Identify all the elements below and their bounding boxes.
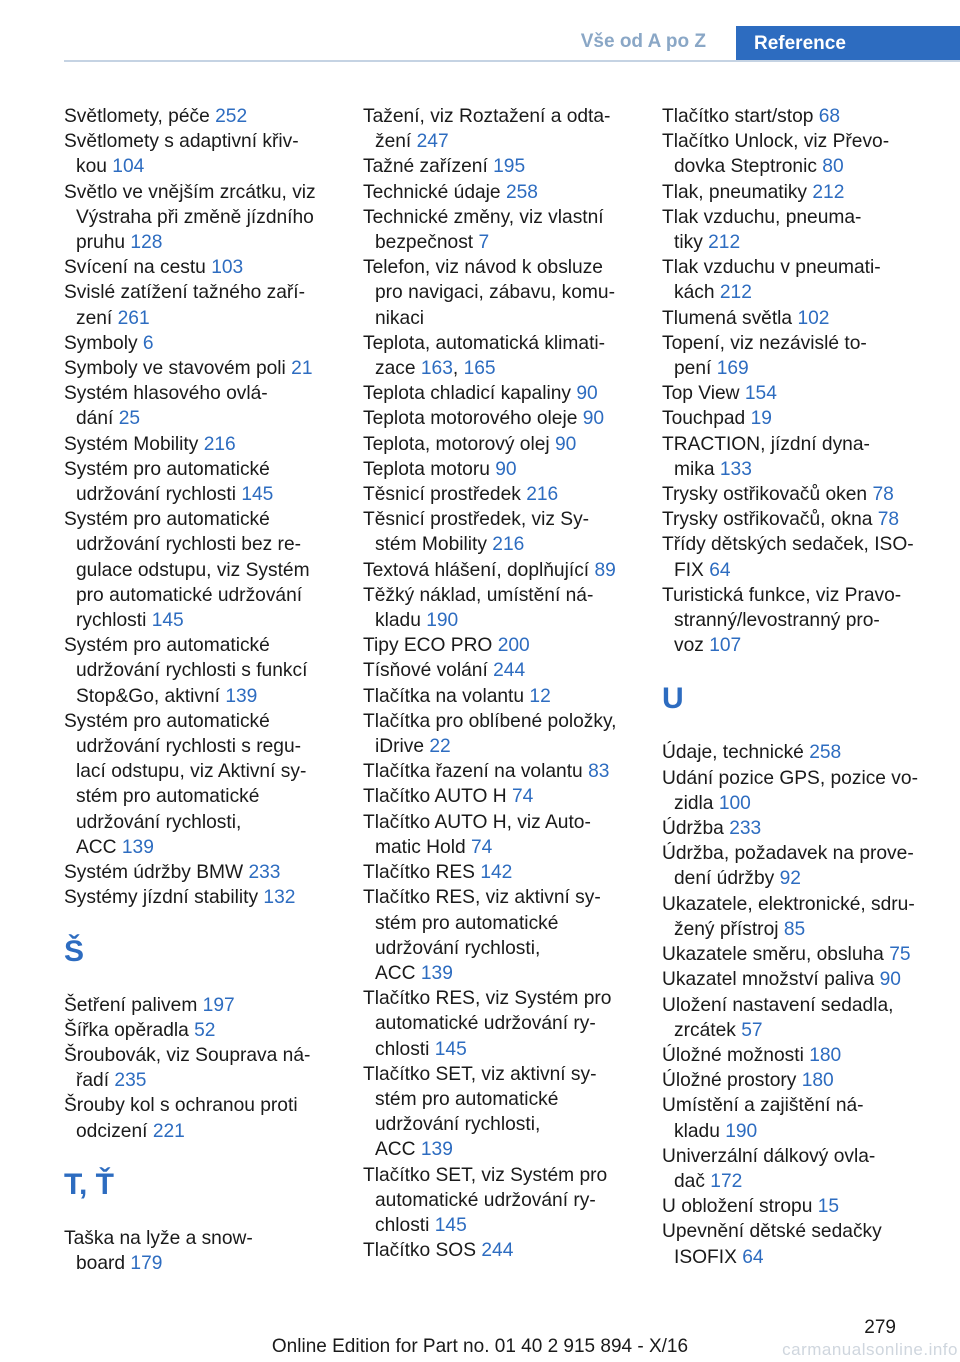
index-entry [64, 432, 332, 457]
index-entry [662, 129, 930, 179]
page-link[interactable]: 172 [710, 1170, 743, 1192]
entry-text: Systém pro automatické [64, 710, 270, 732]
entry-text: Tlačítko RES, viz aktivní sy- [363, 887, 601, 909]
entry-text: matic Hold [375, 836, 466, 858]
page-link[interactable]: 83 [588, 761, 610, 783]
entry-text: Systém Mobility [64, 433, 199, 455]
index-entry [363, 810, 631, 860]
entry-text: mika [674, 458, 715, 480]
index-entry [64, 180, 332, 256]
entry-text: dení údržby [674, 868, 775, 890]
entry-text: kou [76, 156, 107, 178]
section-letter: T, Ť [64, 1167, 114, 1201]
entry-text: udržování rychlosti, [375, 1114, 541, 1136]
index-entry [64, 1018, 332, 1043]
index-entry [662, 1194, 930, 1219]
page-link[interactable]: 12 [529, 685, 551, 707]
entry-text: kách [674, 282, 715, 304]
entry-text: Tlačítko SET, viz aktivní sy- [363, 1063, 597, 1085]
entry-text: chlosti [375, 1214, 430, 1236]
entry-text: gulace odstupu, viz Systém [76, 559, 310, 581]
entry-text: Teplota, automatická klimati- [363, 332, 606, 354]
index-entry [662, 1219, 930, 1269]
index-column-1 [64, 104, 332, 1276]
entry-text: Výstraha při změně jízdního [76, 206, 314, 228]
index-entry [64, 129, 332, 179]
entry-text: Světlomety s adaptivní křiv- [64, 131, 299, 153]
page-link[interactable]: 103 [211, 257, 244, 279]
page-link[interactable]: 74 [470, 836, 493, 858]
index-entry [363, 885, 631, 986]
entry-text: kladu [375, 610, 421, 632]
page-link[interactable]: 139 [121, 836, 154, 858]
page-link[interactable]: 221 [152, 1120, 185, 1142]
index-entry [363, 860, 631, 885]
page-link[interactable]: 21 [291, 358, 313, 380]
index-entry [64, 860, 332, 885]
page-link[interactable]: 212 [708, 232, 741, 254]
index-entry [64, 1226, 332, 1276]
entry-text: Taška na lyže a snow- [64, 1227, 253, 1249]
entry-text: Teplota chladicí kapaliny [363, 383, 571, 405]
entry-text: stém pro automatické [76, 786, 260, 808]
index-column-2 [363, 104, 631, 1263]
section-letter: Š [64, 934, 85, 968]
entry-text: lací odstupu, viz Aktivní sy- [76, 761, 307, 783]
index-entry [363, 205, 631, 255]
entry-text: Univerzální dálkový ovla- [662, 1145, 876, 1167]
page-link[interactable]: 19 [750, 408, 772, 430]
page-link[interactable]: 235 [114, 1070, 147, 1092]
page-link[interactable]: 154 [744, 383, 777, 405]
entry-text: Tlačítka řazení na volantu [363, 761, 583, 783]
page-link[interactable]: 15 [817, 1196, 840, 1218]
entry-text: řadí [76, 1070, 110, 1092]
page-link[interactable]: 78 [872, 484, 894, 506]
entry-text: Světlo ve vnějším zrcátku, viz [64, 181, 316, 203]
page-link[interactable]: 179 [130, 1252, 163, 1274]
page-link[interactable]: 139 [420, 962, 453, 984]
page-link[interactable]: 216 [203, 433, 236, 455]
entry-text: kladu [674, 1120, 720, 1142]
entry-text: Trysky ostřikovačů oken [662, 484, 868, 506]
entry-text: Tlačítko SOS [363, 1240, 477, 1262]
entry-text: pro automatické udržování [76, 584, 303, 606]
entry-text: Teplota motorového oleje [363, 408, 578, 430]
page-link[interactable]: 145 [434, 1214, 467, 1236]
page-number: 279 [864, 1317, 896, 1338]
entry-text: udržování rychlosti, [76, 811, 242, 833]
page-link[interactable]: 89 [594, 559, 616, 581]
entry-text: stém pro automatické [375, 1088, 559, 1110]
entry-text: žení [375, 131, 412, 153]
entry-text: Tlak vzduchu, pneuma- [662, 206, 862, 228]
page-link[interactable]: 64 [709, 559, 731, 581]
index-entry [64, 507, 332, 633]
entry-text: dání [76, 408, 114, 430]
entry-text: Tlak, pneumatiky [662, 181, 808, 203]
entry-text: Teplota motoru [363, 458, 490, 480]
index-entry [662, 1068, 930, 1093]
index-entry [662, 306, 930, 331]
entry-text: voz [674, 635, 704, 657]
entry-text: Systémy jízdní stability [64, 887, 259, 909]
entry-text: Úložné možnosti [662, 1044, 804, 1066]
page-link[interactable]: 90 [554, 433, 577, 455]
entry-text: pruhu [76, 232, 126, 254]
page-link[interactable]: 78 [877, 509, 900, 531]
entry-text: FIX [674, 559, 704, 581]
entry-text: odcizení [76, 1120, 148, 1142]
page-link[interactable]: 68 [818, 106, 841, 127]
entry-text: Těžký náklad, umístění ná- [363, 584, 594, 606]
index-entry [64, 381, 332, 431]
index-entry [363, 255, 631, 331]
entry-text: TRACTION, jízdní dyna- [662, 433, 870, 455]
entry-text: Systém hlasového ovlá- [64, 383, 268, 405]
index-entry [363, 1163, 631, 1239]
entry-text: Těsnicí prostředek [363, 484, 521, 506]
index-entry [662, 104, 930, 129]
index-entry [662, 942, 930, 967]
header-rule [64, 60, 960, 62]
entry-text: zidla [674, 792, 714, 814]
index-entry [64, 356, 332, 381]
entry-text: Topení, viz nezávislé to- [662, 332, 867, 354]
index-entry [662, 740, 930, 765]
page-link[interactable]: 74 [511, 786, 534, 808]
index-entry [662, 892, 930, 942]
entry-text: Technické údaje [363, 181, 501, 203]
index-column-3 [662, 104, 930, 1270]
index-entry [662, 1093, 930, 1143]
page-link[interactable]: 233 [729, 818, 762, 840]
page-link[interactable]: 75 [889, 944, 911, 966]
entry-text: Tlačítko RES [363, 862, 475, 884]
entry-text: board [76, 1252, 126, 1274]
entry-text: Tlumená světla [662, 307, 793, 329]
index-entry [662, 255, 930, 305]
index-entry [64, 255, 332, 280]
entry-text: tiky [674, 232, 703, 254]
page-link[interactable]: 85 [783, 918, 806, 940]
index-entry [363, 1062, 631, 1163]
page-link[interactable]: 244 [481, 1240, 514, 1262]
page-link[interactable]: 142 [480, 862, 513, 884]
entry-text: Svícení na cestu [64, 257, 206, 279]
entry-text: udržování rychlosti, [375, 937, 541, 959]
page-link[interactable]: 90 [582, 408, 605, 430]
index-entry [363, 406, 631, 431]
entry-text: Teplota, motorový olej [363, 433, 550, 455]
entry-text: Symboly ve stavovém poli [64, 358, 286, 380]
page-link[interactable]: 139 [420, 1139, 453, 1161]
entry-text: udržování rychlosti s regu- [76, 736, 302, 758]
page-link[interactable]: 64 [742, 1246, 764, 1268]
page-link[interactable]: 52 [194, 1019, 216, 1041]
entry-text: Šířka opěradla [64, 1019, 189, 1041]
index-entry [363, 381, 631, 406]
page-link[interactable]: 190 [426, 610, 459, 632]
page-link[interactable]: 57 [741, 1019, 763, 1041]
index-entry [363, 759, 631, 784]
index-entry [64, 709, 332, 860]
page-link[interactable]: 180 [801, 1070, 834, 1092]
index-entry [64, 993, 332, 1018]
entry-text: Systém pro automatické [64, 635, 270, 657]
entry-text: bezpečnost [375, 232, 474, 254]
entry-text: Tlačítka na volantu [363, 685, 525, 707]
entry-text: Ukazatele, elektronické, sdru- [662, 893, 915, 915]
index-entry [64, 633, 332, 709]
entry-text: automatické udržování ry- [375, 1013, 596, 1035]
entry-text: Systém pro automatické [64, 509, 270, 531]
index-entry [363, 154, 631, 179]
page-link[interactable]: 80 [822, 156, 844, 178]
page-link[interactable]: 90 [576, 383, 598, 405]
entry-text: Stop&Go, aktivní [76, 685, 220, 707]
page-link[interactable]: 197 [202, 994, 235, 1016]
entry-text: Trysky ostřikovačů, okna [662, 509, 873, 531]
page-link[interactable]: 102 [797, 307, 830, 329]
page-link[interactable]: 145 [151, 610, 184, 632]
index-entry [64, 457, 332, 507]
index-entry [662, 381, 930, 406]
entry-text: dovka Steptronic [674, 156, 817, 178]
entry-text: Těsnicí prostředek, viz Sy- [363, 509, 590, 531]
page-link[interactable]: 244 [493, 660, 526, 682]
entry-text: Udání pozice GPS, pozice vo- [662, 767, 918, 789]
index-entry [662, 432, 930, 482]
index-entry [363, 457, 631, 482]
index-entry [64, 1093, 332, 1143]
page-link[interactable]: 212 [719, 282, 752, 304]
index-entry [363, 784, 631, 809]
entry-text: chlosti [375, 1038, 430, 1060]
entry-text: Tažné zařízení [363, 156, 488, 178]
tab-reference[interactable]: Reference [736, 26, 960, 62]
page-link[interactable]: 163 [420, 358, 453, 380]
entry-text: Telefon, viz návod k obsluze [363, 257, 603, 279]
page-link[interactable]: 261 [117, 307, 150, 329]
entry-text: Třídy dětských sedaček, ISO- [662, 534, 914, 556]
index-entry [662, 331, 930, 381]
entry-text: Údržba [662, 818, 724, 840]
entry-text: Systém pro automatické [64, 458, 270, 480]
page-link[interactable]: 258 [505, 181, 538, 203]
index-entry [662, 180, 930, 205]
page-link[interactable]: 233 [248, 862, 281, 884]
index-entry [363, 507, 631, 557]
entry-text: Tlačítko RES, viz Systém pro [363, 988, 612, 1010]
entry-text: pro navigaci, zábavu, komu- [375, 282, 615, 304]
page-link[interactable]: 104 [112, 156, 145, 178]
index-entry [64, 280, 332, 330]
entry-text: Tipy ECO PRO [363, 635, 493, 657]
entry-text: Šroubovák, viz Souprava ná- [64, 1044, 311, 1066]
index-entry [363, 583, 631, 633]
entry-text: Šetření palivem [64, 994, 198, 1016]
index-entry [662, 816, 930, 841]
page-link[interactable]: 145 [434, 1038, 467, 1060]
index-entry [662, 532, 930, 582]
entry-text: udržování rychlosti [76, 484, 236, 506]
edition-footer: Online Edition for Part no. 01 40 2 915 894 - X/16 [271, 1336, 689, 1357]
entry-text: Technické změny, viz vlastní [363, 206, 604, 228]
entry-text: Tísňové volání [363, 660, 488, 682]
index-entry [363, 709, 631, 759]
entry-text: Tlačítko Unlock, viz Převo- [662, 131, 890, 153]
entry-text: dač [674, 1170, 705, 1192]
entry-text: Údaje, technické [662, 742, 804, 764]
index-entry [363, 104, 631, 154]
entry-text: Uložení nastavení sedadla, [662, 994, 894, 1016]
entry-text: U obložení stropu [662, 1196, 813, 1218]
index-entry [662, 406, 930, 431]
index-entry [363, 633, 631, 658]
entry-text: Tlačítko AUTO H [363, 786, 507, 808]
index-entry [64, 331, 332, 356]
index-entry [662, 507, 930, 532]
index-entry [662, 766, 930, 816]
entry-text: Tlačítko start/stop [662, 106, 814, 127]
page-link[interactable]: 216 [526, 484, 559, 506]
index-entry [662, 205, 930, 255]
index-entry [363, 180, 631, 205]
index-entry [662, 1144, 930, 1194]
entry-text: zrcátek [674, 1019, 736, 1041]
entry-text: Umístění a zajištění ná- [662, 1095, 864, 1117]
watermark: carmanualsonline.info [782, 1340, 958, 1359]
entry-text: zace [375, 358, 416, 380]
entry-text: pení [674, 358, 712, 380]
entry-text: stém Mobility [375, 534, 487, 556]
entry-text: žený přístroj [674, 918, 779, 940]
entry-text: Top View [662, 383, 740, 405]
index-entry [64, 104, 332, 129]
page-header [0, 0, 960, 62]
entry-text: Tlačítko AUTO H, viz Auto- [363, 811, 591, 833]
page-link[interactable]: 139 [225, 685, 258, 707]
page-link[interactable]: 128 [130, 232, 163, 254]
entry-text: stém pro automatické [375, 912, 559, 934]
index-entry [662, 583, 930, 659]
entry-text: Úložné prostory [662, 1070, 797, 1092]
entry-text: ACC [76, 836, 117, 858]
page-link[interactable]: 90 [495, 458, 517, 480]
section-letter: U [662, 682, 684, 716]
page-link[interactable]: 132 [263, 887, 296, 909]
entry-text: automatické udržování ry- [375, 1189, 596, 1211]
entry-text: Tlačítka pro oblíbené položky, [363, 710, 617, 732]
index-entry: Teplota, automatická klimati- zace 163, 165 [363, 332, 606, 380]
entry-text: Systém údržby BMW [64, 862, 244, 884]
page-link[interactable]: 90 [879, 969, 901, 991]
page-link[interactable]: 92 [779, 868, 801, 890]
entry-text: Šrouby kol s ochranou proti [64, 1095, 298, 1117]
entry-text: Údržba, požadavek na prove- [662, 843, 914, 865]
page-link[interactable]: 212 [812, 181, 845, 203]
entry-text: ACC [375, 962, 416, 984]
entry-text: Světlomety, péče [64, 106, 210, 127]
index-entry [363, 658, 631, 683]
page-link[interactable]: 165 [463, 358, 496, 380]
index-entry [662, 841, 930, 891]
index-entry [662, 967, 930, 992]
entry-text: Tlačítko SET, viz Systém pro [363, 1164, 608, 1186]
index-entry [363, 558, 631, 583]
page-link[interactable]: 22 [429, 736, 451, 758]
entry-text: Upevnění dětské sedačky [662, 1221, 882, 1243]
entry-text: Ukazatele směru, obsluha [662, 944, 884, 966]
index-entry [363, 1238, 631, 1263]
index-entry [363, 986, 631, 1062]
entry-text: stranný/levostranný pro- [674, 610, 880, 632]
entry-text: Turistická funkce, viz Pravo- [662, 584, 902, 606]
entry-text: Tlak vzduchu v pneumati- [662, 257, 881, 279]
entry-text: rychlosti [76, 610, 147, 632]
page-link[interactable]: 190 [725, 1120, 758, 1142]
entry-text: Symboly [64, 332, 138, 354]
index-entry [64, 1043, 332, 1093]
entry-text: udržování rychlosti s funkcí [76, 660, 308, 682]
page-link[interactable]: 169 [716, 358, 749, 380]
page-link[interactable]: 25 [118, 408, 141, 430]
page-link[interactable]: 100 [718, 792, 751, 814]
index-entry [363, 684, 631, 709]
entry-text: Ukazatel množství paliva [662, 969, 875, 991]
page-link[interactable]: 252 [215, 106, 248, 127]
page-link[interactable]: 258 [809, 742, 842, 764]
entry-text: zení [76, 307, 113, 329]
entry-text: Svislé zatížení tažného zaří- [64, 282, 306, 304]
page-link[interactable]: 145 [241, 484, 274, 506]
entry-text: ISOFIX [674, 1246, 737, 1268]
page-link[interactable]: 247 [416, 131, 449, 153]
page-link[interactable]: 107 [709, 635, 742, 657]
index-entry [662, 482, 930, 507]
tab-index[interactable]: Vše od A po Z [580, 31, 706, 52]
entry-text: Tažení, viz Roztažení a odta- [363, 106, 611, 127]
entry-text: udržování rychlosti bez re- [76, 534, 302, 556]
page-link[interactable]: 216 [492, 534, 525, 556]
index-entry [662, 1043, 930, 1068]
entry-text: Textová hlášení, doplňující [363, 559, 590, 581]
index-entry [662, 993, 930, 1043]
entry-text: iDrive [375, 736, 425, 758]
index-entry [363, 432, 631, 457]
page-link[interactable]: 180 [809, 1044, 842, 1066]
page-link[interactable]: 200 [497, 635, 530, 657]
page-link[interactable]: 7 [478, 232, 490, 254]
page-link[interactable]: 6 [142, 332, 154, 354]
index-entry [64, 885, 332, 910]
entry-text: nikaci [375, 307, 425, 329]
entry-text: Touchpad [662, 408, 746, 430]
page-link[interactable]: 195 [493, 156, 526, 178]
entry-text: ACC [375, 1139, 416, 1161]
index-entry [363, 482, 631, 507]
page-link[interactable]: 133 [719, 458, 752, 480]
